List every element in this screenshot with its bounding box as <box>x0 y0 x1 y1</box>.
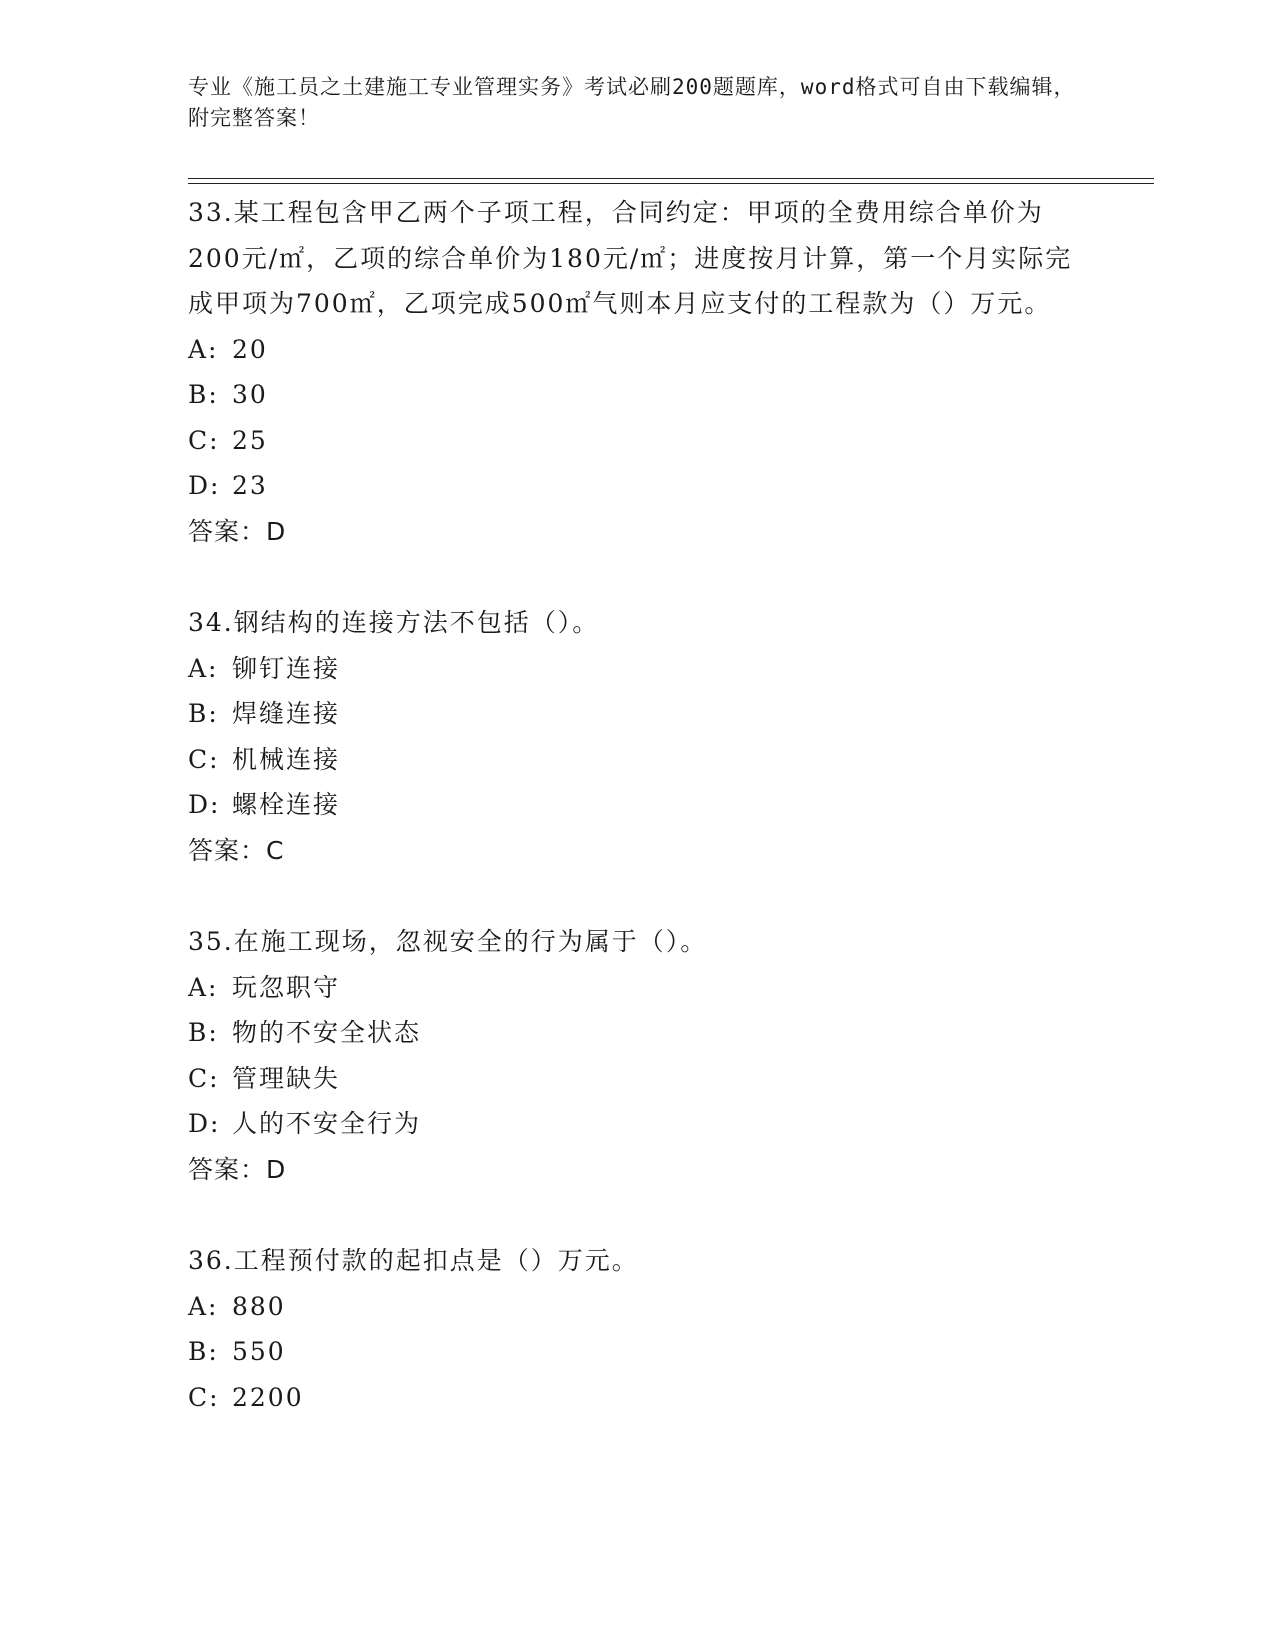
option-text: 2200 <box>232 1382 304 1412</box>
option-text: 30 <box>232 380 268 409</box>
option-letter: D: <box>188 1109 221 1138</box>
question-list <box>188 190 1088 1420</box>
option-letter: B: <box>188 699 219 728</box>
option-b <box>188 372 1088 418</box>
option-c <box>188 418 1088 464</box>
option-d <box>188 463 1088 509</box>
option-text: 550 <box>232 1337 286 1366</box>
option-letter: D: <box>188 790 221 819</box>
header-divider-bottom <box>188 183 1154 184</box>
option-letter: A: <box>188 653 219 683</box>
option-text: 20 <box>232 334 268 364</box>
question-36 <box>188 1238 1088 1420</box>
option-letter: B: <box>188 380 219 409</box>
option-b <box>188 1010 1088 1056</box>
option-a <box>188 646 1088 692</box>
answer-line: 答案：D <box>188 516 287 546</box>
option-d <box>188 782 1088 828</box>
option-c <box>188 1375 1088 1421</box>
question-stem: 33.某工程包含甲乙两个子项工程，合同约定：甲项的全费用综合单价为200元/㎡，乙项的综合单价为180元/㎡；进度按月计算，第一个月实际完成甲项为700㎡，乙项完成500㎡气则本月应支付的工程款为（）万元。 <box>188 198 1073 318</box>
option-letter: C: <box>188 1382 220 1412</box>
option-b <box>188 691 1088 737</box>
answer-line: 答案：D <box>188 1154 287 1184</box>
option-text: 玩忽职守 <box>232 972 341 1002</box>
option-text: 螺栓连接 <box>232 790 341 819</box>
question-34 <box>188 600 1088 873</box>
option-text: 880 <box>232 1291 286 1321</box>
option-letter: B: <box>188 1337 219 1366</box>
header-divider-top <box>188 178 1154 179</box>
question-35 <box>188 919 1088 1192</box>
option-text: 人的不安全行为 <box>232 1109 422 1138</box>
option-text: 铆钉连接 <box>232 653 341 683</box>
answer-line: 答案：C <box>188 835 285 865</box>
option-letter: A: <box>188 972 219 1002</box>
option-a <box>188 965 1088 1011</box>
question-33 <box>188 190 1088 554</box>
document-header: 专业《施工员之土建施工专业管理实务》考试必刷200题题库，word格式可自由下载编辑，附完整答案！ <box>188 75 1076 130</box>
question-spacer <box>188 1192 1088 1238</box>
option-c <box>188 1056 1088 1102</box>
question-spacer <box>188 873 1088 919</box>
question-stem: 35.在施工现场，忽视安全的行为属于（）。 <box>188 927 708 956</box>
option-text: 23 <box>232 471 268 500</box>
option-letter: C: <box>188 425 220 455</box>
question-stem: 36.工程预付款的起扣点是（）万元。 <box>188 1246 639 1275</box>
option-a <box>188 327 1088 373</box>
option-letter: A: <box>188 1291 219 1321</box>
option-text: 物的不安全状态 <box>232 1018 422 1047</box>
option-letter: B: <box>188 1018 219 1047</box>
option-letter: C: <box>188 1063 220 1093</box>
option-text: 机械连接 <box>232 744 341 774</box>
option-b <box>188 1329 1088 1375</box>
option-text: 管理缺失 <box>232 1063 341 1093</box>
option-d <box>188 1101 1088 1147</box>
question-spacer <box>188 554 1088 600</box>
option-letter: C: <box>188 744 220 774</box>
option-text: 25 <box>232 425 268 455</box>
option-letter: D: <box>188 471 221 500</box>
option-a <box>188 1284 1088 1330</box>
option-c <box>188 737 1088 783</box>
question-stem: 34.钢结构的连接方法不包括（）。 <box>188 608 600 637</box>
option-letter: A: <box>188 334 219 364</box>
option-text: 焊缝连接 <box>232 699 341 728</box>
